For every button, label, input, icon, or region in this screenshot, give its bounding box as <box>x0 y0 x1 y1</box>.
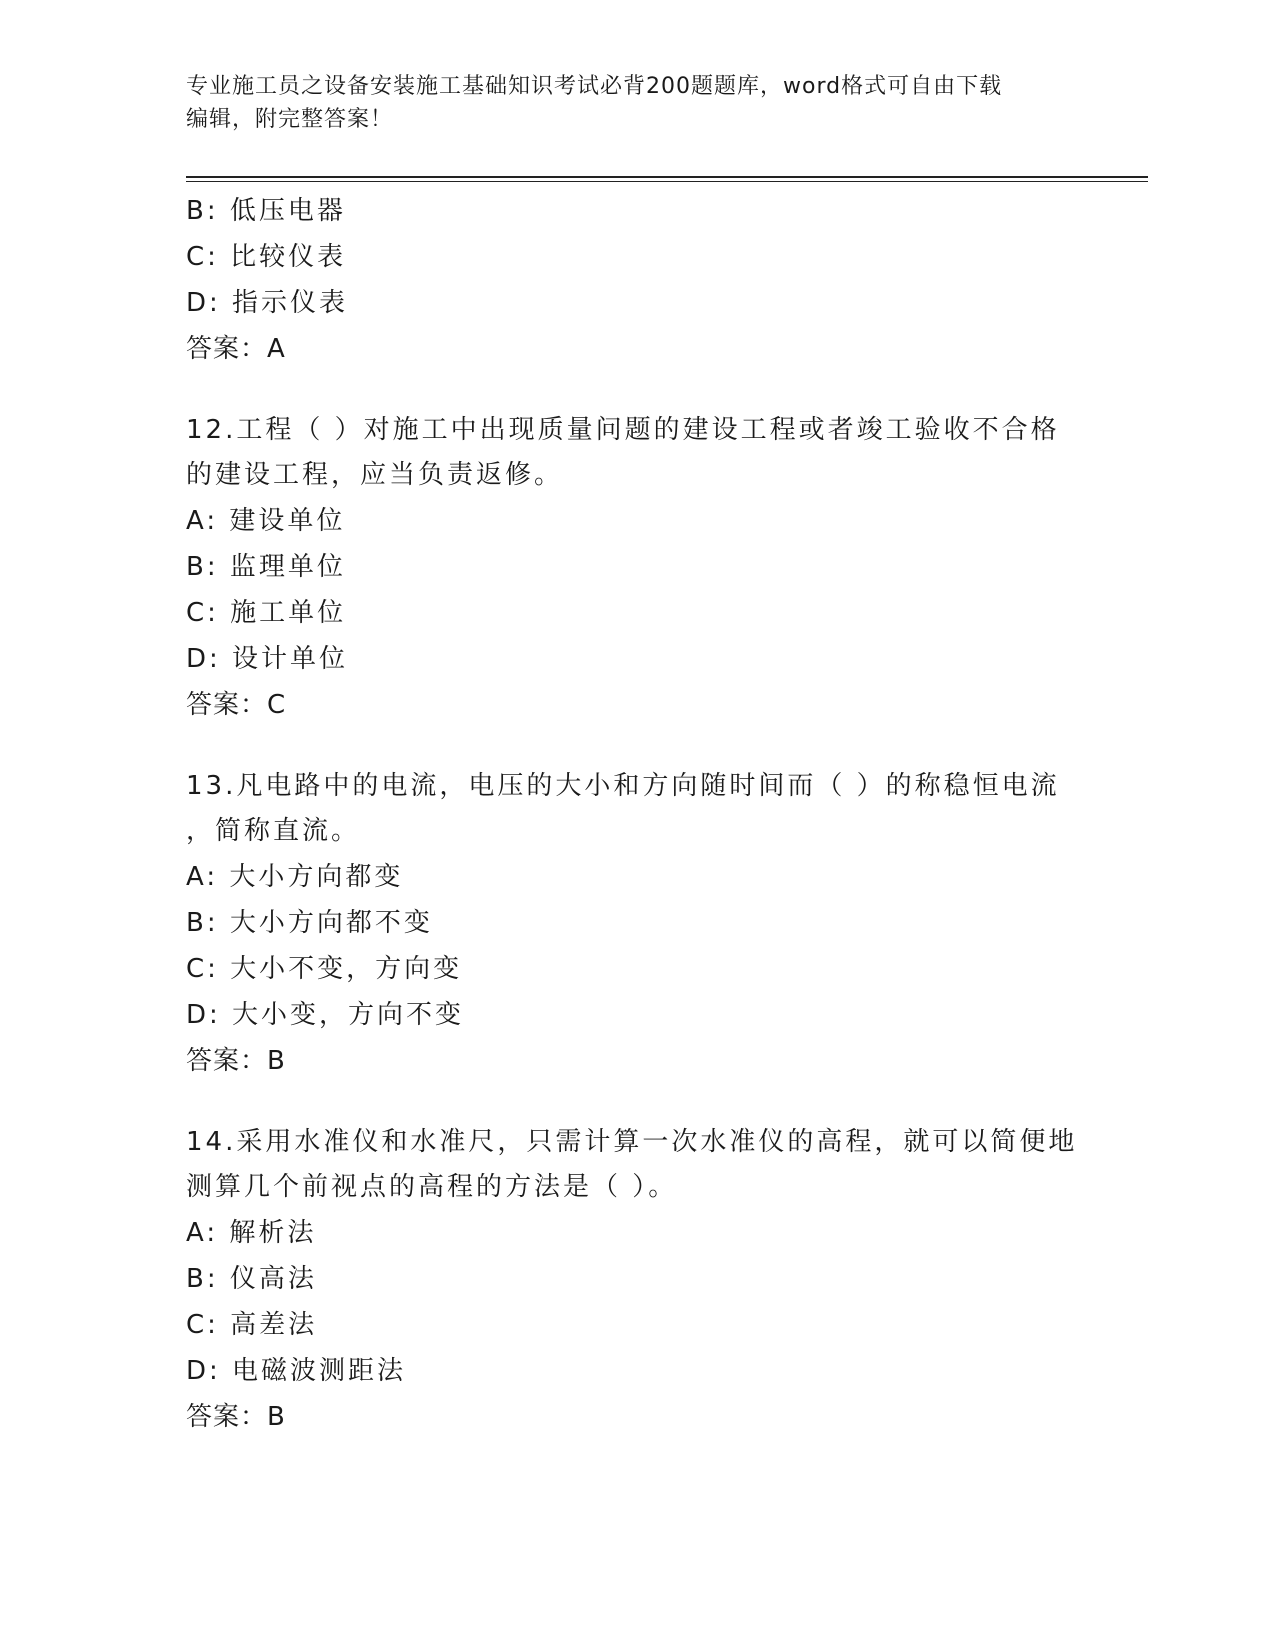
option-b: B: 低压电器 <box>186 196 346 226</box>
option-a: A: 建设单位 <box>186 506 346 536</box>
answer: 答案：B <box>186 1046 286 1076</box>
option-b: B: 大小方向都不变 <box>186 908 433 938</box>
option-b: B: 仪高法 <box>186 1264 317 1294</box>
question-13 <box>186 764 1086 1084</box>
question-text-line: 14.采用水准仪和水准尺，只需计算一次水准仪的高程，就可以简便地 <box>186 1127 1078 1157</box>
header-rule-thin <box>186 181 1148 182</box>
option-c: C: 比较仪表 <box>186 242 347 272</box>
header-line-2: 编辑，附完整答案！ <box>186 107 394 132</box>
option-c: C: 高差法 <box>186 1310 318 1340</box>
question-text-line: 13.凡电路中的电流，电压的大小和方向随时间而（ ）的称稳恒电流 <box>186 771 1060 801</box>
question-text-line: 12.工程（ ）对施工中出现质量问题的建设工程或者竣工验收不合格 <box>186 415 1060 445</box>
question-11-continued <box>186 188 1086 372</box>
option-d: D: 大小变，方向不变 <box>186 1000 465 1030</box>
question-14 <box>186 1120 1086 1440</box>
header-rule-thick <box>186 176 1148 178</box>
answer: 答案：C <box>186 690 287 720</box>
option-d: D: 电磁波测距法 <box>186 1356 407 1386</box>
option-c: C: 大小不变，方向变 <box>186 954 463 984</box>
option-d: D: 设计单位 <box>186 644 349 674</box>
header-line-1: 专业施工员之设备安装施工基础知识考试必背200题题库，word格式可自由下载 <box>186 74 1003 99</box>
document-body <box>186 188 1086 1440</box>
option-a: A: 大小方向都变 <box>186 862 404 892</box>
option-a: A: 解析法 <box>186 1218 317 1248</box>
document-header <box>186 70 1066 136</box>
answer: 答案：A <box>186 334 286 364</box>
option-c: C: 施工单位 <box>186 598 347 628</box>
question-text-line: 的建设工程，应当负责返修。 <box>186 460 564 490</box>
question-text-line: 测算几个前视点的高程的方法是（ ）。 <box>186 1172 678 1202</box>
answer: 答案：B <box>186 1402 286 1432</box>
question-text-line: ，简称直流。 <box>186 816 361 846</box>
option-d: D: 指示仪表 <box>186 288 349 318</box>
option-b: B: 监理单位 <box>186 552 346 582</box>
question-12 <box>186 408 1086 728</box>
